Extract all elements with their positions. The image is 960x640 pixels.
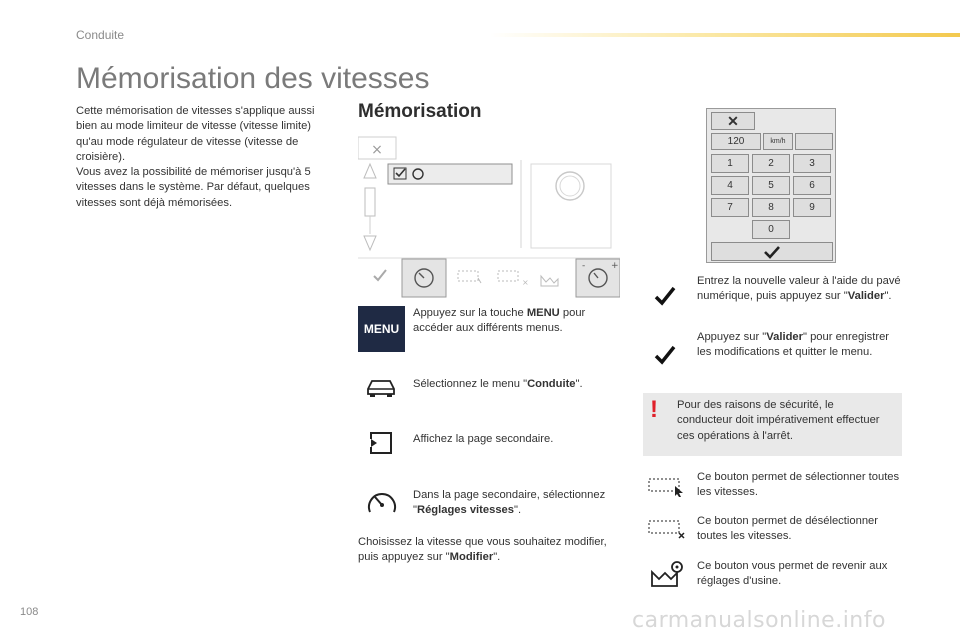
keypad-key-8: 8 [752,198,790,217]
step6-text-c: ". [884,290,892,303]
keypad-blank-field [795,133,833,150]
keypad-key-6: 6 [793,176,831,195]
step-validate-and-exit [697,330,902,361]
section-heading: Mémorisation [358,101,482,122]
svg-text:+: + [611,261,619,271]
step2-text-bold: Conduite [527,378,576,390]
step5-text-bold: Modifier [449,551,494,564]
keypad-key-3: 3 [793,154,831,173]
page-number: 108 [20,606,39,618]
svg-text:×: × [522,278,529,287]
step2-text-a: Sélectionnez le menu " [413,378,528,390]
step4-text-a: Dans la page secondaire, sélectionnez " [413,489,606,517]
keypad-key-1: 1 [711,154,749,173]
step-choose-speed [358,535,608,566]
factory-reset-description: Ce bouton vous permet de revenir aux réglages d'usine. [697,560,888,588]
step4-text-bold: Réglages vitesses [416,504,515,517]
safety-warning-text: Pour des raisons de sécurité, le conducteur doit impérativement effectuer ces opérations à l'arrêt. [677,399,880,442]
speedometer-icon [364,487,400,519]
step-show-secondary-page: Affichez la page secondaire. [413,433,554,445]
intro-paragraph-1: Cette mémorisation de vitesses s'applique aussi bien au mode limiteur de vitesse (vitesse limite) qu'au mode régulateur de vitesse (vitesse de croisière). [76,105,315,163]
step7-text-a: Appuyez sur " [697,331,767,343]
deselect-all-description: Ce bouton permet de désélectionner toutes les vitesses. [697,515,878,543]
step-select-driving-menu [413,377,613,392]
keypad-key-2: 2 [752,154,790,173]
select-all-icon [647,474,687,498]
step5-text-a: Choisissez la vitesse que vous souhaitez modifier, puis appuyez sur " [358,536,607,564]
deselect-all-icon [647,516,687,540]
watermark: carmanualsonline.info [632,608,886,633]
header-accent-bar [490,33,960,37]
step-press-menu [413,306,613,337]
step7-text-bold: Valider [766,331,803,343]
svg-text:-: - [582,261,586,271]
car-icon [362,372,400,402]
close-icon: ✕ [727,112,739,129]
keypad-validate-button [711,242,833,261]
keypad-unit-label: km/h [763,133,793,150]
svg-text:×: × [371,142,383,158]
step-enter-new-value [697,274,902,305]
step6-text-a: Entrez la nouvelle valeur à l'aide du pavé numérique, puis appuyez sur " [697,275,901,303]
step1-text-c: pour accéder aux différents menus. [413,307,586,335]
keypad-key-4: 4 [711,176,749,195]
keypad-key-0: 0 [752,220,790,239]
step1-text-a: Appuyez sur la touche [413,307,527,319]
step-select-speed-settings [413,488,618,519]
speed-memory-screen-illustration [358,130,620,298]
step4-text-c: ". [514,504,522,517]
step5-text-c: ". [493,551,501,564]
keypad-close-button [711,112,755,130]
secondary-page-icon [366,428,396,458]
step1-text-bold: MENU [526,307,560,319]
keypad-key-5: 5 [752,176,790,195]
step6-text-bold: Valider [847,290,885,303]
menu-key-icon: MENU [358,306,405,352]
keypad-key-9: 9 [793,198,831,217]
step7-text-c: " pour enregistrer les modifications et quitter le menu. [697,331,890,359]
screen-drawing [358,130,620,298]
section-label: Conduite [76,28,125,42]
warning-icon: ! [650,396,658,423]
checkmark-icon [653,343,677,367]
intro-paragraph-2: Vous avez la possibilité de mémoriser jusqu'à 5 vitesses dans le système. Par défaut, quelques vitesses sont déjà mémorisées. [76,166,311,209]
numeric-keypad-illustration [706,108,836,263]
step2-text-c: ". [575,378,583,390]
page-title: Mémorisation des vitesses [76,62,430,95]
factory-reset-icon [648,560,686,588]
checkmark-icon [653,284,677,308]
keypad-value-field: 120 [711,133,761,150]
intro-text [76,104,338,211]
select-all-description: Ce bouton permet de sélectionner toutes les vitesses. [697,471,900,499]
keypad-key-7: 7 [711,198,749,217]
checkmark-icon [763,245,781,259]
